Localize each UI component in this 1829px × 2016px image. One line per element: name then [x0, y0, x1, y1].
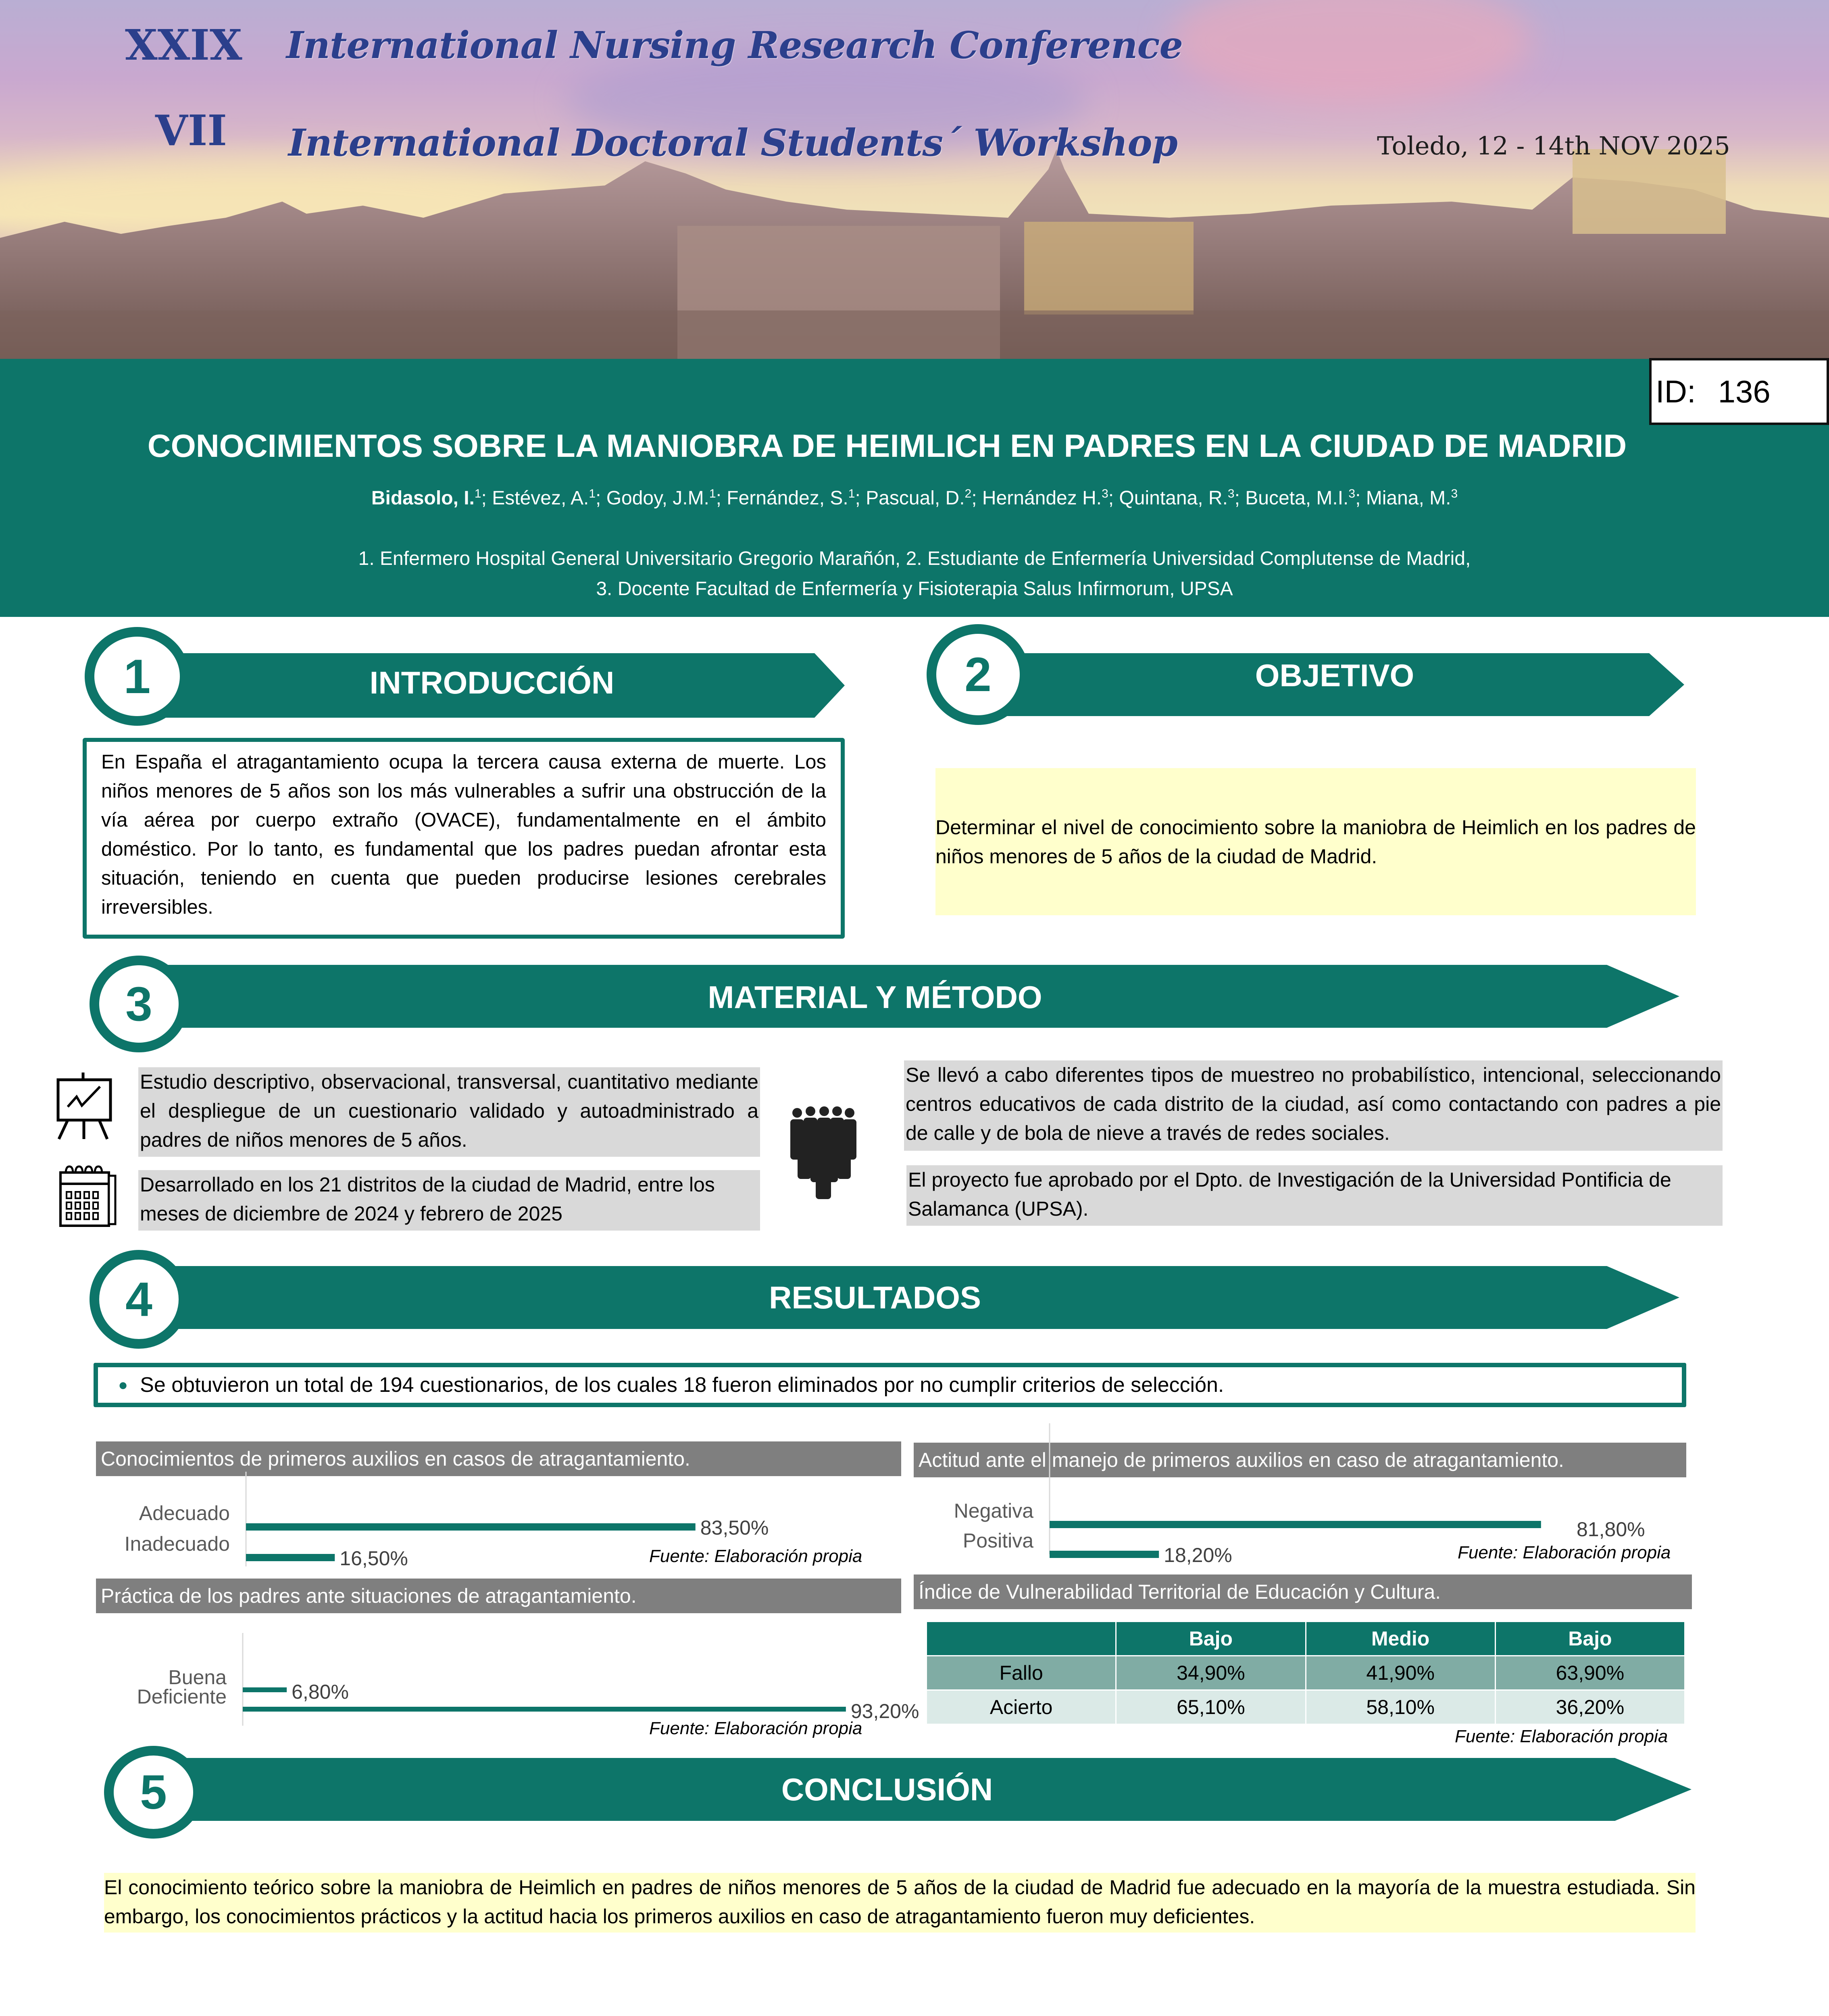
data-label: 16,50% [340, 1547, 408, 1570]
data-label: 93,20% [850, 1700, 919, 1722]
author-name: Pascual, D.$^2$; [866, 487, 982, 509]
bar-positiva [1050, 1551, 1159, 1558]
method-item-text: Desarrollado en los 21 distritos de la ciudad de Madrid, entre los meses de diciembre de 2024 y febrero de 2025 [140, 1173, 715, 1225]
author-list [0, 487, 1829, 509]
table-header-cell [927, 1622, 1116, 1656]
poster-id-value: 136 [1718, 373, 1771, 409]
section-4-number-badge [90, 1250, 188, 1349]
results-summary-box [94, 1363, 1686, 1407]
category-label: Inadecuado [124, 1533, 230, 1555]
data-label: 83,50% [700, 1516, 769, 1539]
chart-3-source: Fuente: Elaboración propia [649, 1718, 862, 1738]
section-3-number-badge [90, 956, 188, 1052]
section-number: 4 [125, 1272, 152, 1327]
table-cell: 41,90% [1306, 1656, 1495, 1690]
bar-deficiente [243, 1707, 846, 1712]
data-label: 6,80% [292, 1681, 349, 1703]
author-name: Estévez, A.$^1$; [492, 487, 606, 509]
chart-2-title: Actitud ante el manejo de primeros auxilios en caso de atragantamiento. [914, 1443, 1686, 1477]
section-number: 1 [123, 649, 151, 704]
conclusion-text-box [104, 1873, 1696, 1933]
section-number: 5 [140, 1765, 167, 1819]
section-1-number-badge [85, 627, 190, 726]
author-name: Miana, M.$^3$ [1366, 487, 1458, 509]
category-label: Positiva [962, 1529, 1033, 1552]
method-item-study-design [138, 1067, 760, 1157]
method-item-text: El proyecto fue aprobado por el Dpto. de Investigación de la Universidad Pontificia de Salamanca (UPSA). [908, 1168, 1671, 1220]
people-group-icon [787, 1105, 860, 1202]
section-number: 2 [964, 648, 992, 702]
table-cell: 65,10% [1116, 1690, 1306, 1724]
chart-practice [81, 1617, 919, 1722]
table-row-label: Fallo [927, 1656, 1116, 1690]
table-header-cell: Bajo [1495, 1622, 1685, 1656]
data-label: 18,20% [1164, 1544, 1232, 1566]
author-name: Quintana, R.$^3$; [1119, 487, 1246, 509]
introduction-text-box [83, 738, 845, 939]
table-row-label: Acierto [927, 1690, 1116, 1724]
bar-buena [243, 1687, 287, 1692]
table-title: Índice de Vulnerabilidad Territorial de Educación y Cultura. [914, 1574, 1692, 1609]
objective-text: Determinar el nivel de conocimiento sobre la maniobra de Heimlich en los padres de niños menores de 5 años de la ciudad de Madrid. [935, 816, 1696, 868]
objective-text-box [935, 768, 1696, 915]
author-name: Bidasolo, I.$^1$; [371, 487, 492, 509]
sky-cloud [1169, 0, 1532, 105]
bar-negativa [1050, 1521, 1541, 1528]
conference-banner [0, 0, 1829, 359]
calendar-icon [58, 1164, 119, 1228]
category-label: Deficiente [137, 1685, 227, 1708]
table-row [927, 1656, 1685, 1690]
conference-edition-roman: XXIX [125, 20, 242, 70]
chart-2-source: Fuente: Elaboración propia [1458, 1543, 1671, 1562]
method-item-ethics-approval [906, 1165, 1723, 1226]
workshop-name: International Doctoral Students´ Workshop [288, 121, 1177, 165]
toledo-skyline-illustration [0, 149, 1829, 359]
bar-inadecuado [246, 1554, 335, 1561]
conference-name: International Nursing Research Conference [286, 23, 1183, 67]
chart-3-title: Práctica de los padres ante situaciones de atragantamiento. [96, 1579, 901, 1613]
table-cell: 58,10% [1306, 1690, 1495, 1724]
method-item-sampling [904, 1060, 1723, 1151]
data-label: 81,80% [1577, 1518, 1645, 1541]
section-5-title: CONCLUSIÓN [781, 1772, 993, 1807]
vulnerability-index-table [926, 1621, 1685, 1725]
section-number: 3 [125, 977, 152, 1031]
bar-adecuado [246, 1523, 696, 1531]
table-header-row [927, 1622, 1685, 1656]
section-1-title: INTRODUCCIÓN [369, 665, 615, 700]
table-cell: 36,20% [1495, 1690, 1685, 1724]
bullet-icon: ● [118, 1376, 128, 1394]
affiliations-line-2: 3. Docente Facultad de Enfermería y Fisioterapia Salus Infirmorum, UPSA [596, 578, 1233, 600]
author-name: Buceta, M.I.$^3$; [1245, 487, 1366, 509]
section-5-number-badge [104, 1746, 203, 1839]
section-2-title: OBJETIVO [1255, 658, 1414, 693]
table-row [927, 1690, 1685, 1724]
section-4-title: RESULTADOS [769, 1280, 981, 1315]
method-item-text: Se llevó a cabo diferentes tipos de muestreo no probabilístico, intencional, seleccionando centros educativos de cada distrito de la ciudad, así como contactando con padres a pie de calle y de bola de nieve a través de redes sociales. [906, 1064, 1721, 1144]
results-summary-text: Se obtuvieron un total de 194 cuestionarios, de los cuales 18 fueron eliminados por no cumplir criterios de selección. [140, 1373, 1224, 1397]
conclusion-text: El conocimiento teórico sobre la maniobra de Heimlich en padres de niños menores de 5 años de la ciudad de Madrid fue adecuado en la mayoría de la muestra estudiada. Sin embargo, los conocimientos prácticos y la actitud hacia los primeros auxilios en caso de atragantamiento fueron muy deficientes. [104, 1876, 1696, 1928]
table-source: Fuente: Elaboración propia [1455, 1727, 1668, 1746]
author-name: Godoy, J.M.$^1$; [606, 487, 727, 509]
chart-1-source: Fuente: Elaboración propia [649, 1546, 862, 1566]
author-name: Fernández, S.$^1$; [727, 487, 866, 509]
poster-id-label: ID: [1656, 373, 1696, 409]
section-2-number-badge [927, 624, 1029, 725]
method-item-text: Estudio descriptivo, observacional, transversal, cuantitativo mediante el despliegue de un cuestionario validado y autoadministrado a padres de niños menores de 5 años. [140, 1070, 758, 1151]
table-header-cell: Medio [1306, 1622, 1495, 1656]
method-item-setting [138, 1170, 760, 1231]
author-name: Hernández H.$^3$; [982, 487, 1119, 509]
category-label: Negativa [954, 1500, 1033, 1522]
chart-1-title: Conocimientos de primeros auxilios en casos de atragantamiento. [96, 1441, 901, 1476]
presentation-chart-icon [56, 1073, 116, 1141]
introduction-text: En España el atragantamiento ocupa la tercera causa externa de muerte. Los niños menores de 5 años son los más vulnerables a sufrir una obstrucción de la vía aérea por cuerpo extraño (OVACE), fundamentalmente en el ámbito doméstico. Por lo tanto, es fundamental que los padres puedan afrontar esta situación, teniendo en cuenta que pueden producirse lesiones cerebrales irreversibles. [101, 751, 826, 918]
workshop-edition-roman: VII [155, 106, 227, 155]
table-header-cell: Bajo [1116, 1622, 1306, 1656]
table-cell: 34,90% [1116, 1656, 1306, 1690]
chart-knowledge [81, 1472, 911, 1570]
category-label: Buena [168, 1666, 227, 1689]
table-cell: 63,90% [1495, 1656, 1685, 1690]
affiliations-line-1: 1. Enfermero Hospital General Universitario Gregorio Marañón, 2. Estudiante de Enfermería Universidad Complutense de Madrid, [358, 548, 1471, 569]
section-3-title: MATERIAL Y MÉTODO [708, 979, 1042, 1015]
poster-title: CONOCIMIENTOS SOBRE LA MANIOBRA DE HEIMLICH EN PADRES EN LA CIUDAD DE MADRID [147, 428, 1627, 464]
conference-date-location: Toledo, 12 - 14th NOV 2025 [1377, 131, 1730, 160]
category-label: Adecuado [139, 1502, 230, 1524]
poster-id-box [1649, 358, 1829, 425]
